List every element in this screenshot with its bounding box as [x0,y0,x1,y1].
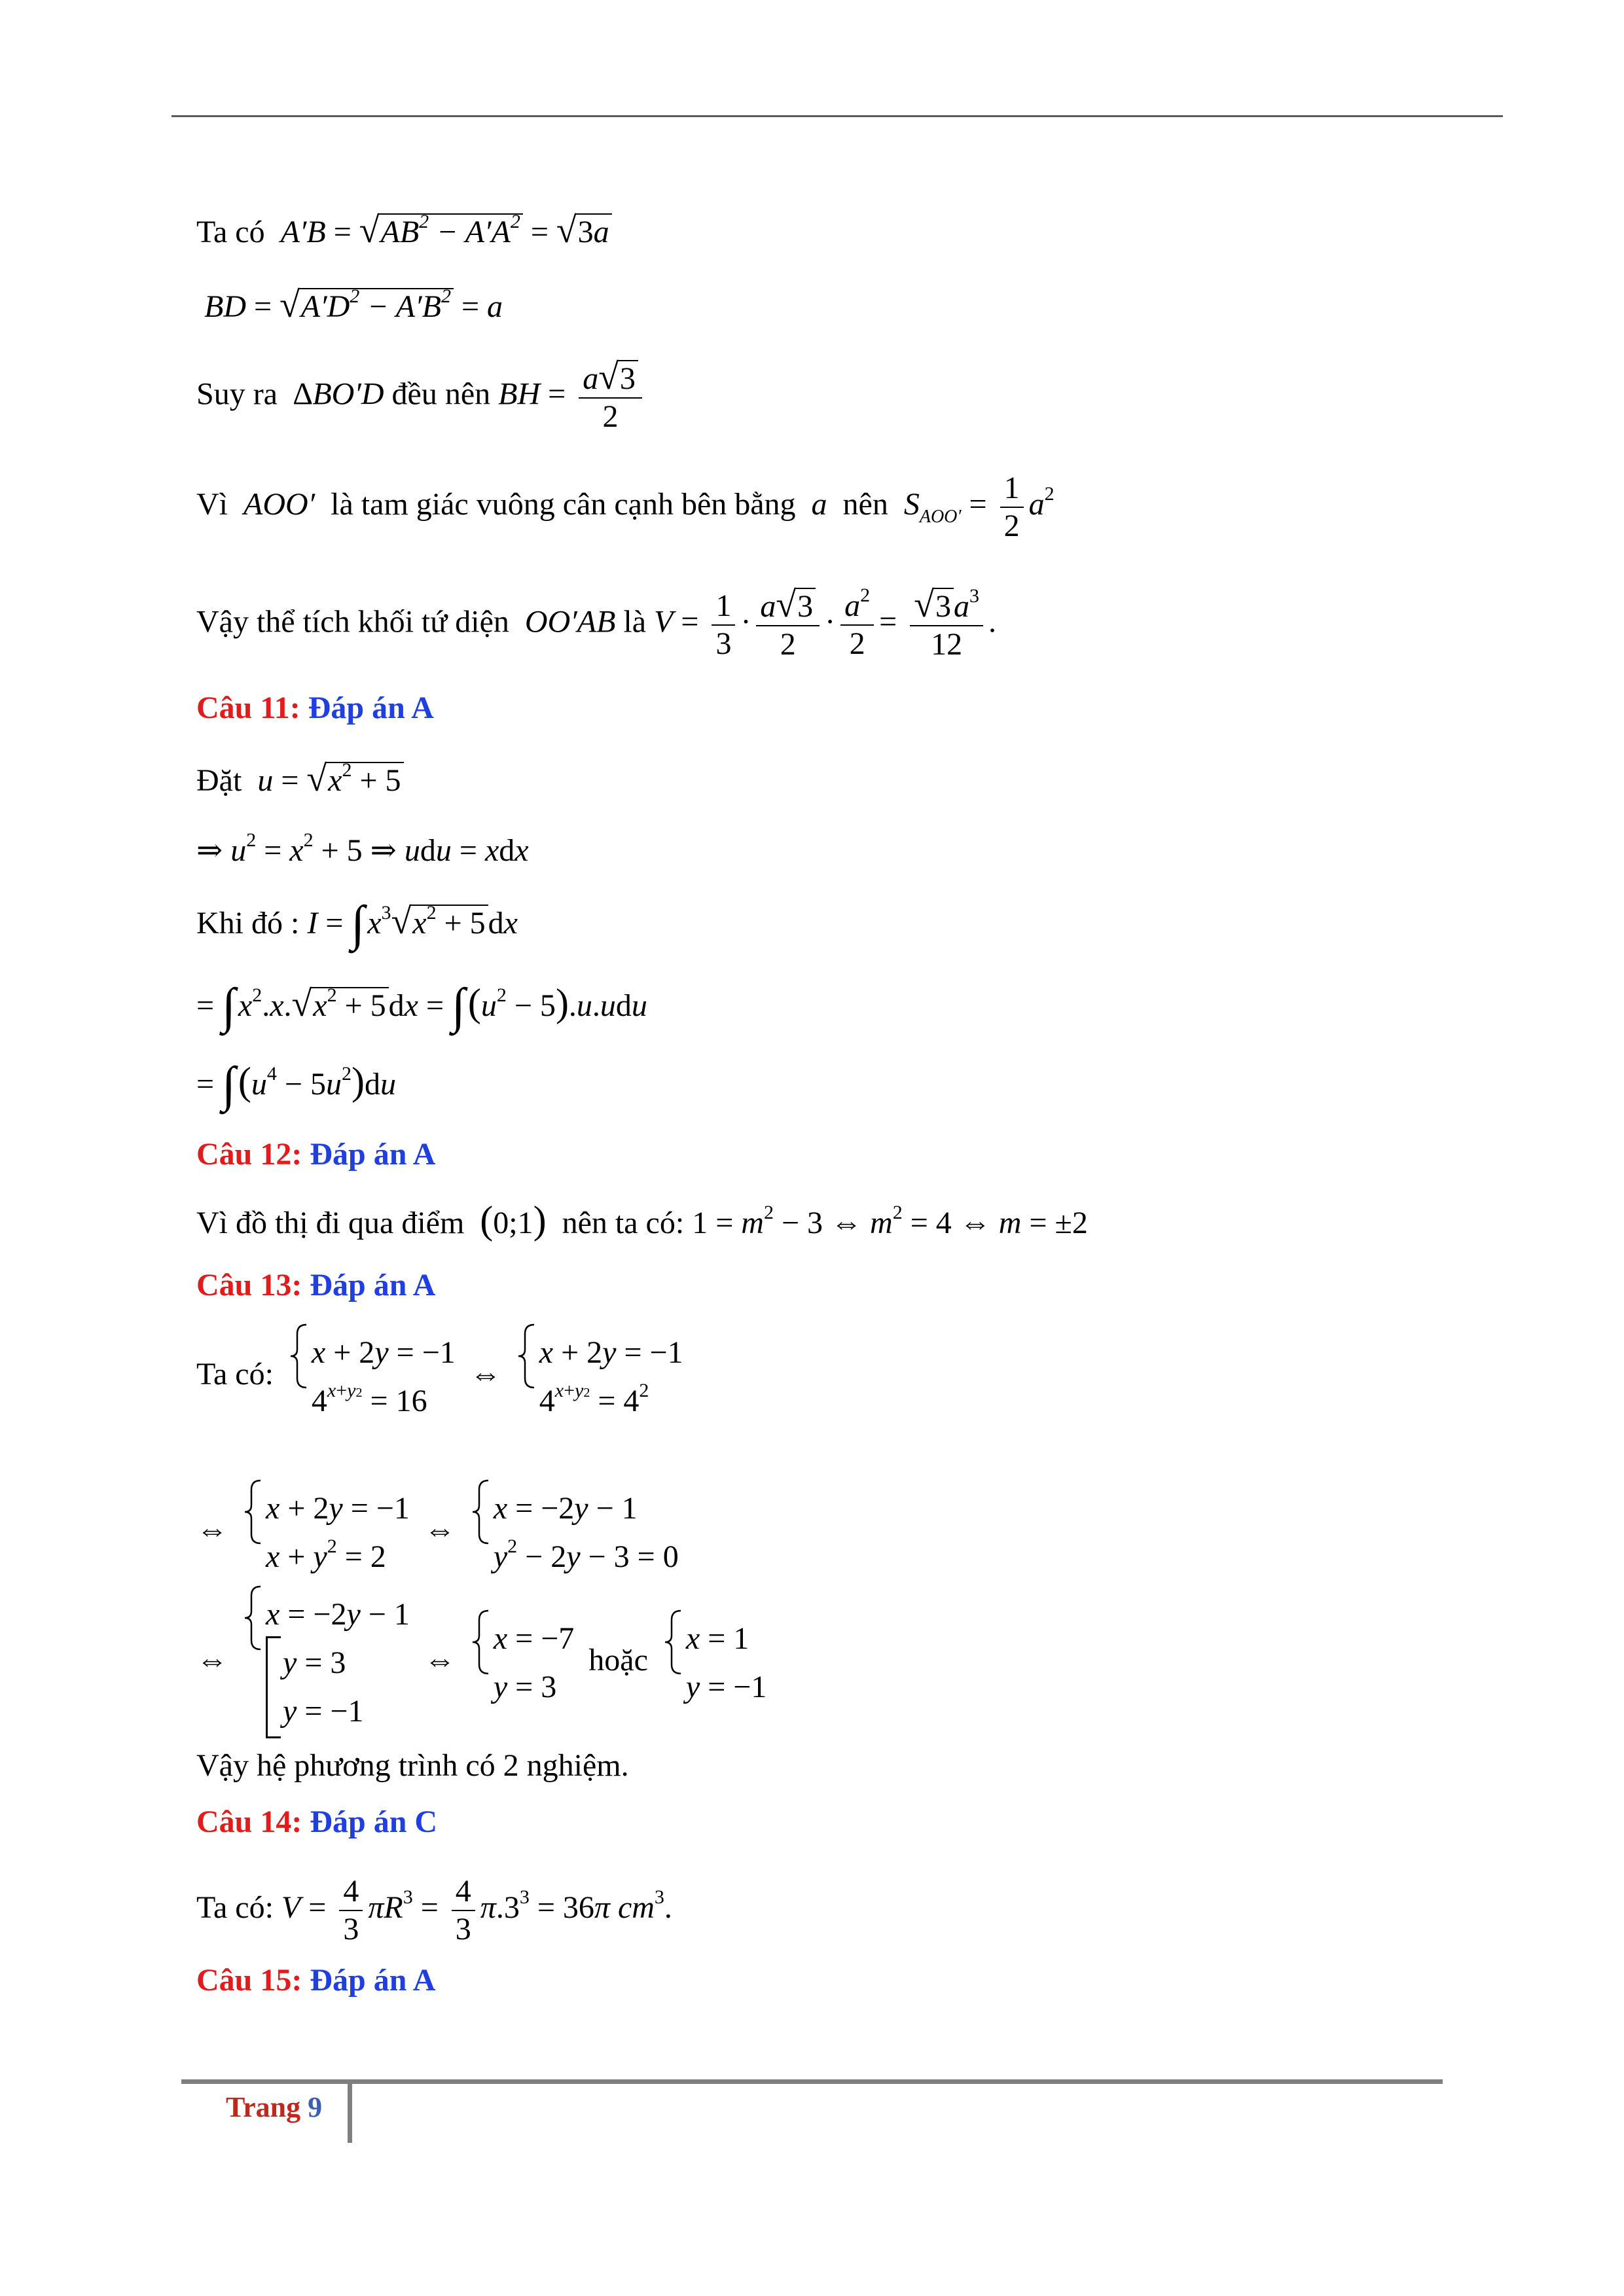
text-label: là tam giác vuông cân cạnh bên bằng [331,487,796,522]
equation-system: x = −2y − 1 y = 3 y = −1 [242,1590,410,1736]
sol10-line-4: Vì AOO′ là tam giác vuông cân cạnh bên bằng a nên $S_{AOO'}$ = $\frac{1}{2}$ $a^2$ [196,471,1055,543]
q11-line-2: ⇒ $u^2 = x^2 + 5$ ⇒ udu = xdx [196,829,529,868]
text-label: Ta có: [196,1357,274,1392]
q13-conclusion [196,1746,629,1785]
fraction: $\frac{1}{2}$ [1000,470,1024,545]
text-label: đều nên [391,376,491,412]
q11-line-5: = $\int(u^4 - 5u^2)du$ [196,1057,396,1112]
text-label: Ta có [196,215,265,249]
sol10-line-5: Vậy thể tích khối tứ diện OO′AB là V = $\frac{1}{3}$ · $\frac{a√3}{2}$ · $\frac{a^2}{2}$ = $\frac{√3a^3}{12}$ . [196,584,996,662]
q13-line-2: ⇔ x + 2y = −1 $x + y^2 = 2$ ⇔ x = −2y − 1 $y^2 - 2y - 3 = 0$ [196,1484,685,1581]
footer-label: Trang [226,2091,301,2123]
q15-heading: Câu 15: Đáp án A [196,1963,436,1998]
q14-heading: Câu 14: Đáp án C [196,1804,438,1839]
header-rule [171,115,1503,117]
q13-line-3: ⇔ x = −2y − 1 y = 3 y = −1 ⇔ x = −7 y = 3 hoặc x = 1 y = −1 [196,1590,773,1736]
text-label: Khi đó : [196,906,300,941]
equation-system: x + 2y = −1 $4^{x+y2} = 4^2$ [516,1329,683,1426]
q14-line-1: Ta có: V = $\frac{4}{3}$ $\pi R^3$ = $\frac{4}{3}$ $\pi.3^3 = 36\pi$ $cm^3$. [196,1874,672,1946]
sol10-line-2: BD = $√A'D^2 - A'B^2 = a$ [204,285,503,325]
fraction: $\frac{a√3}{2}$ [579,359,642,435]
footer-rule [181,2079,1443,2084]
q13-line-1: Ta có: x + 2y = −1 $4^{x+y2} = 16$ ⇔ x + 2y = −1 $4^{x+y2} = 4^2$ [196,1329,690,1426]
text-label: Suy ra [196,376,278,412]
equation-system: x + 2y = −1 $x + y^2 = 2$ [242,1484,410,1581]
q12-line-1: Vì đồ thị đi qua điểm (0;1) nên ta có: $1 = m^2 - 3$ ⇔ $m^2 = 4$ ⇔ m = ±2 [196,1198,1088,1242]
footer-divider [348,2084,352,2143]
text-label: hoặc [588,1643,648,1678]
text-label: Ta có: [196,1890,274,1926]
q11-line-3: Khi đó : $I = \int x^3√x^2 + 5dx$ [196,896,518,951]
text-label: Vậy hệ phương trình có 2 nghiệm. [196,1748,629,1783]
equation-system: x = −2y − 1 $y^2 - 2y - 3 = 0$ [470,1484,679,1581]
page-footer [226,2090,322,2124]
text-label: Đặt [196,763,242,798]
text-label: Vì đồ thị đi qua điểm [196,1206,465,1240]
q11-line-4: = $\int x^2.x.√x^2 + 5dx = \int(u^2 - 5).u.udu$ [196,978,647,1033]
text-label: Vì [196,487,228,522]
text-label: là [623,604,647,639]
q13-heading: Câu 13: Đáp án A [196,1268,436,1302]
text-label: Vậy thể tích khối tứ diện [196,604,509,639]
text-label: nên ta có: [562,1206,685,1240]
equation-system: x = −7 y = 3 [470,1615,574,1712]
q11-line-1: Đặt $u = √x^2 + 5$ [196,759,404,800]
page-number: 9 [308,2091,323,2123]
sol10-line-1: Ta có $A'B = √AB^2 - A'A^2 = √3a$ [196,211,612,252]
sol10-line-3: Suy ra ∆BO′D đều nên BH = $\frac{a√3}{2}$ [196,359,647,435]
equation-system: x + 2y = −1 $4^{x+y2} = 16$ [288,1329,456,1426]
equation-system: x = 1 y = −1 [662,1615,767,1712]
q12-heading: Câu 12: Đáp án A [196,1137,436,1172]
text-label: nên [842,487,888,522]
q11-heading: Câu 11: Đáp án A [196,691,434,725]
